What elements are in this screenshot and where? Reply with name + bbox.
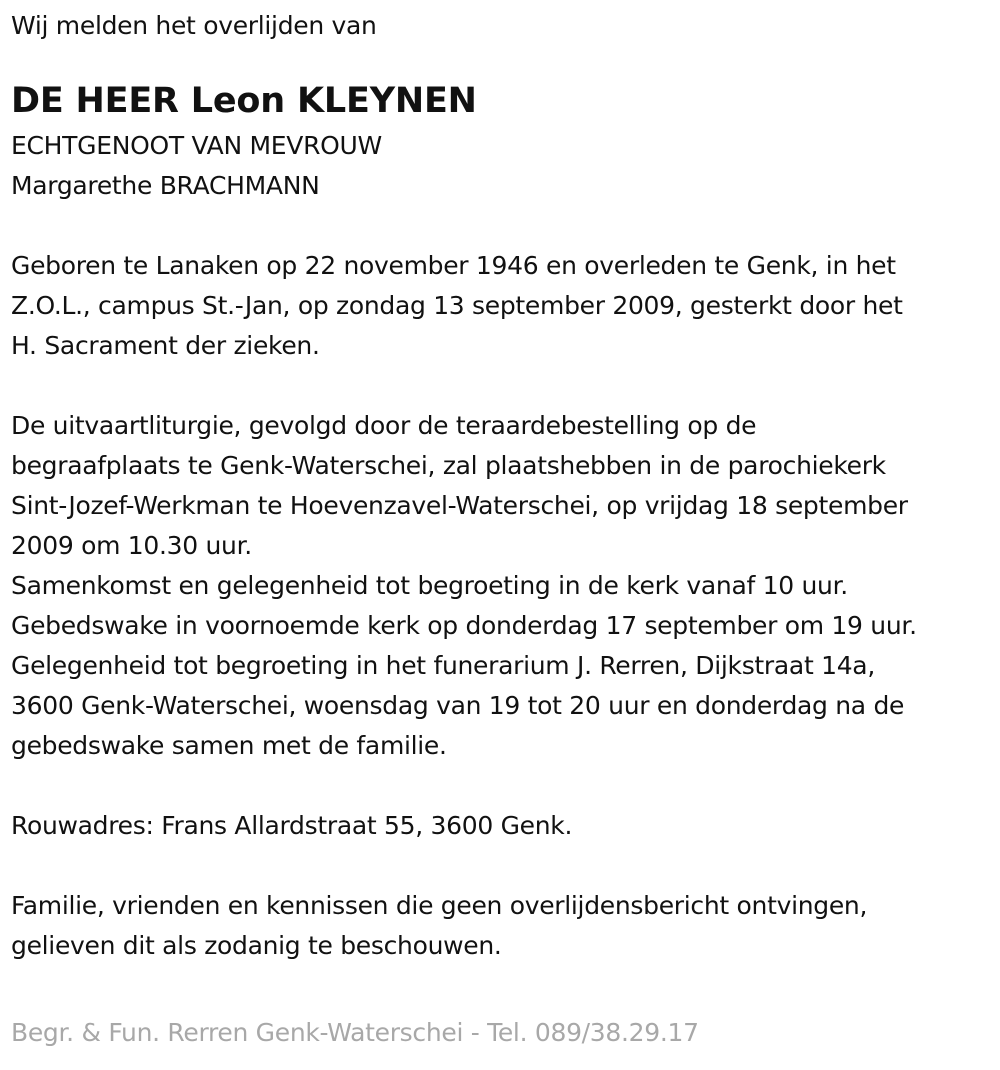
paragraph-line: 2009 om 10.30 uur. [11,531,252,560]
closing-paragraph [11,886,996,966]
paragraph-line: 3600 Genk-Waterschei, woensdag van 19 tot 20 uur en donderdag na de [11,691,905,720]
paragraph-line: Gebedswake in voornoemde kerk op donderdag 17 september om 19 uur. [11,611,917,640]
paragraph-line: begraafplaats te Genk-Waterschei, zal plaatshebben in de parochiekerk [11,451,886,480]
spouse-name: Margarethe BRACHMANN [11,171,320,200]
paragraph-line: gelieven dit als zodanig te beschouwen. [11,931,502,960]
spacer [11,206,996,246]
paragraph-line: Familie, vrienden en kennissen die geen overlijdensbericht ontvingen, [11,891,868,920]
spacer [11,846,996,886]
paragraph-line: Geboren te Lanaken op 22 november 1946 en overleden te Genk, in het [11,251,896,280]
mourning-address: Rouwadres: Frans Allardstraat 55, 3600 Genk. [11,811,573,840]
spacer [11,366,996,406]
paragraph-line: De uitvaartliturgie, gevolgd door de teraardebestelling op de [11,411,757,440]
funeral-paragraph [11,406,996,766]
paragraph-line: Samenkomst en gelegenheid tot begroeting in de kerk vanaf 10 uur. [11,571,848,600]
death-notice [11,6,996,966]
paragraph-line: Gelegenheid tot begroeting in het funerarium J. Rerren, Dijkstraat 14a, [11,651,875,680]
paragraph-line: H. Sacrament der zieken. [11,331,320,360]
intro-text: Wij melden het overlijden van [11,11,377,40]
spacer [11,766,996,806]
deceased-name: DE HEER Leon KLEYNEN [11,81,477,121]
spouse-title: ECHTGENOOT VAN MEVROUW [11,131,382,160]
birth-death-paragraph [11,246,996,366]
funeral-home-footer: Begr. & Fun. Rerren Genk-Waterschei - Tel. 089/38.29.17 [11,1018,699,1047]
paragraph-line: Sint-Jozef-Werkman te Hoevenzavel-Waterschei, op vrijdag 18 september [11,491,908,520]
paragraph-line: gebedswake samen met de familie. [11,731,447,760]
paragraph-line: Z.O.L., campus St.-Jan, op zondag 13 september 2009, gesterkt door het [11,291,903,320]
